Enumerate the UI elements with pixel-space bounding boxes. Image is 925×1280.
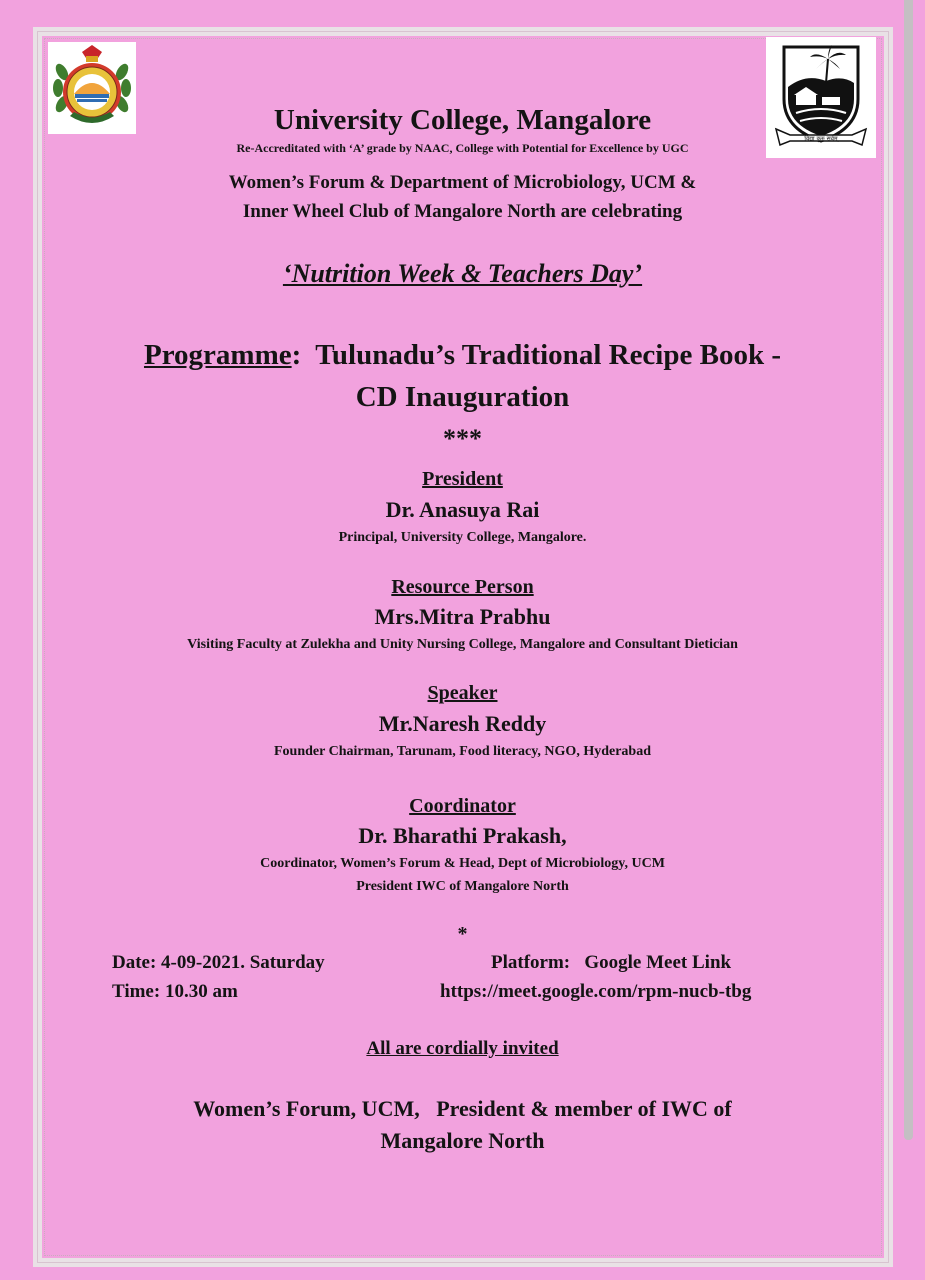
college-name: University College, Mangalore [273,104,652,136]
invitation-line: All are cordially invited [366,1038,559,1059]
speaker-role: Speaker [427,682,498,704]
coordinator-name: Dr. Bharathi Prakash, [358,823,567,848]
programme-line-2: CD Inauguration [355,381,570,413]
coordinator-desc-1: Coordinator, Women’s Forum & Head, Dept of Microbiology, UCM [260,856,665,871]
divider-star: * [457,923,468,945]
programme-title-1: Tulunadu’s Traditional Recipe Book - [315,339,781,371]
president-desc: Principal, University College, Mangalore. [338,530,587,545]
event-platform: Platform: Google Meet Link [491,952,732,973]
programme-line-1 [0,339,925,372]
resource-person-role: Resource Person [391,576,534,598]
resource-person-name: Mrs.Mitra Prabhu [374,604,551,629]
programme-stars: *** [443,424,482,453]
organizers-line-1: Women’s Forum & Department of Microbiology, UCM & [228,172,697,193]
president-name: Dr. Anasuya Rai [385,497,540,522]
coordinator-desc-2: President IWC of Mangalore North [356,879,569,894]
crest-motto: विद्या कुरु सर्वम् [804,135,838,143]
accreditation-line: Re-Accreditated with ‘A’ grade by NAAC, College with Potential for Excellence by UGC [236,141,689,155]
resource-person-desc: Visiting Faculty at Zulekha and Unity Nursing College, Mangalore and Consultant Dietician [187,637,738,652]
speaker-desc: Founder Chairman, Tarunam, Food literacy, NGO, Hyderabad [274,744,651,759]
programme-label: Programme [143,339,292,371]
president-role: President [422,468,503,490]
event-title: ‘Nutrition Week & Teachers Day’ [282,259,643,288]
college-crest-icon [766,37,876,158]
speaker-name: Mr.Naresh Reddy [378,711,547,736]
event-time: Time: 10.30 am [112,981,238,1002]
coordinator-role: Coordinator [409,795,516,817]
college-crest-logo [766,37,876,158]
footer-line-2: Mangalore North [380,1128,545,1153]
scrollbar[interactable] [904,0,913,1140]
footer-line-1: Women’s Forum, UCM, President & member of IWC of [193,1096,732,1121]
organizers-line-2: Inner Wheel Club of Mangalore North are celebrating [242,201,683,222]
event-date: Date: 4-09-2021. Saturday [112,952,325,973]
meet-link[interactable]: https://meet.google.com/rpm-nucb-tbg [440,981,752,1002]
programme-separator: : [291,339,316,371]
